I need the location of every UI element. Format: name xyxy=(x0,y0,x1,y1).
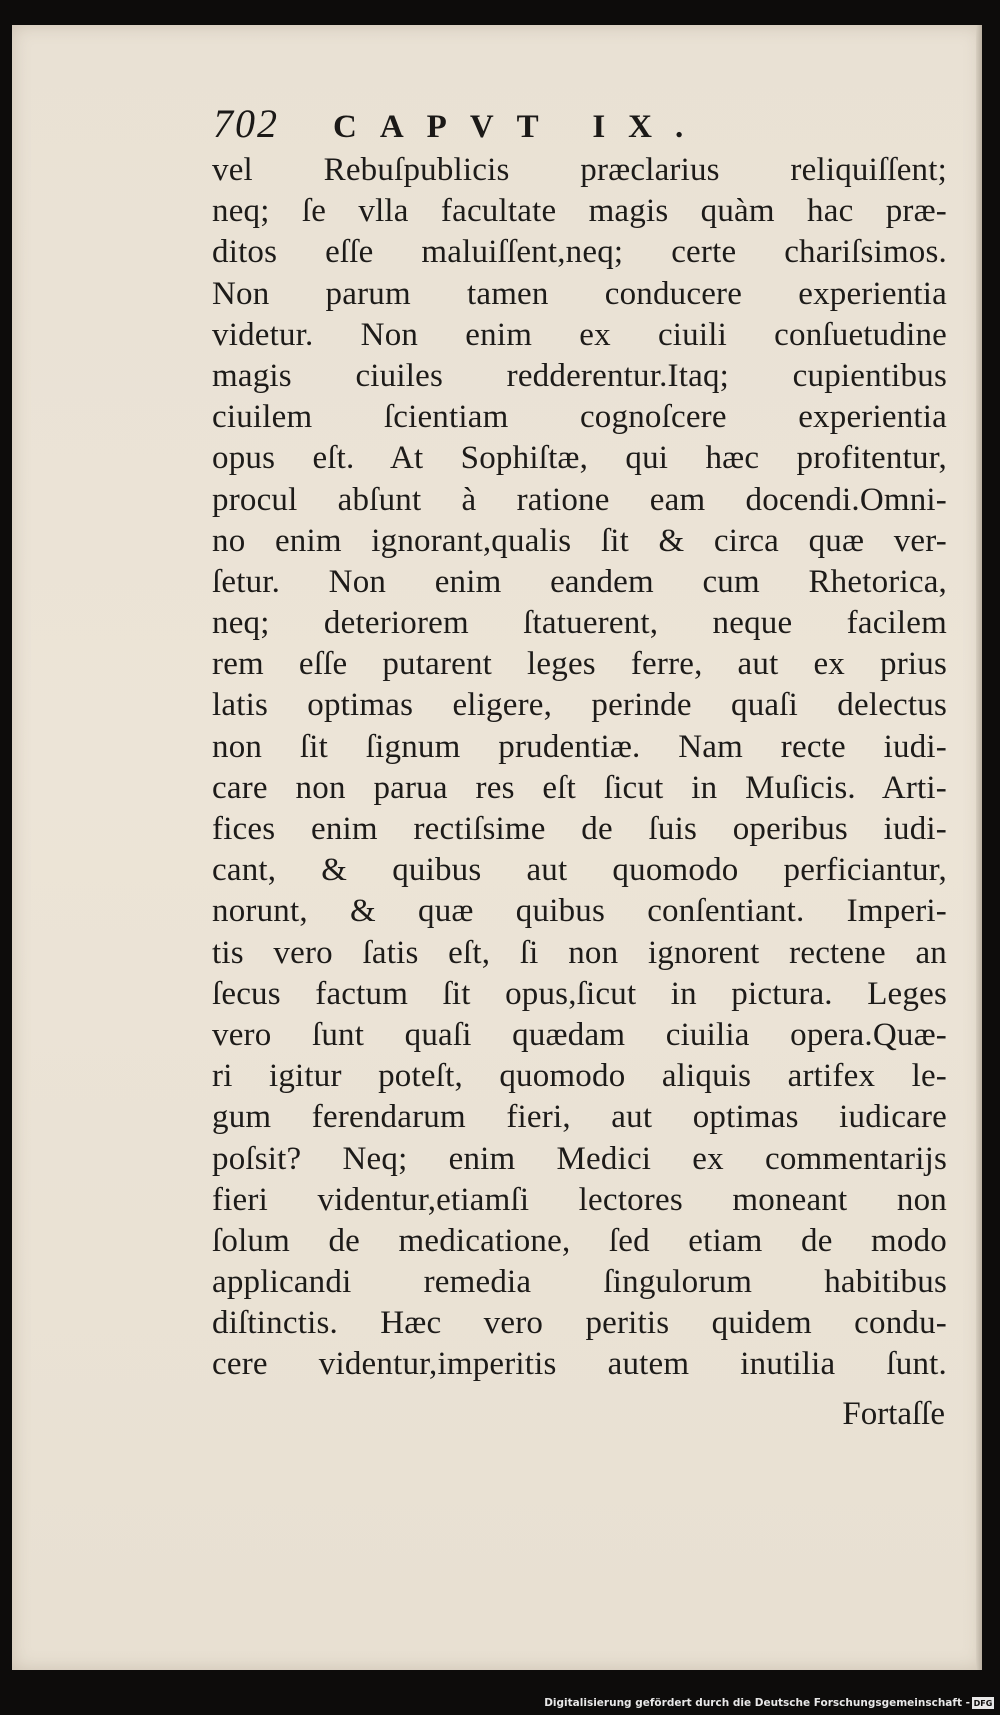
text-line: norunt, & quæ quibus conſentiant. Imperi- xyxy=(212,893,947,930)
text-line: non ſit ſignum prudentiæ. Nam recte iudi- xyxy=(212,728,947,765)
text-line: cere videntur,imperitis autem inutilia ſunt. xyxy=(212,1346,947,1383)
text-line: rem eſſe putarent leges ferre, aut ex prius xyxy=(212,646,947,683)
text-line: opus eſt. At Sophiſtæ, qui hæc profitentur, xyxy=(212,440,947,477)
text-line: fieri videntur,etiamſi lectores moneant non xyxy=(212,1181,947,1218)
text-line: vero ſunt quaſi quædam ciuilia opera.Quæ- xyxy=(212,1016,947,1053)
text-line: care non parua res eſt ſicut in Muſicis. Arti- xyxy=(212,769,947,806)
text-line: fices enim rectiſsime de ſuis operibus iudi- xyxy=(212,811,947,847)
chapter-heading: CAPVT IX. xyxy=(333,109,707,145)
digitization-credit: Digitalisierung gefördert durch die Deutsche Forschungsgemeinschaft - xyxy=(544,1697,970,1709)
text-line: vel Rebuſpublicis præclarius reliquiſſent; xyxy=(212,152,947,188)
text-line: ciuilem ſcientiam cognoſcere experientia xyxy=(212,399,947,436)
catchword: Fortaſſe xyxy=(842,1396,945,1432)
body-text xyxy=(212,150,947,1386)
text-line: no enim ignorant,qualis ſit & circa quæ ver- xyxy=(212,522,947,559)
page-edge xyxy=(976,25,982,1670)
text-line: ſolum de medicatione, ſed etiam de modo xyxy=(212,1222,947,1259)
text-line: latis optimas eligere, perinde quaſi delectus xyxy=(212,687,947,724)
dfg-logo: DFG xyxy=(973,1698,993,1708)
text-line: neq; ſe vlla facultate magis quàm hac præ- xyxy=(212,193,947,230)
text-line: ri igitur poteſt, quomodo aliquis artifex le- xyxy=(212,1058,947,1095)
text-line: ſetur. Non enim eandem cum Rhetorica, xyxy=(212,563,947,600)
text-line: applicandi remedia ſingulorum habitibus xyxy=(212,1264,947,1301)
text-line: procul abſunt à ratione eam docendi.Omni- xyxy=(212,481,947,518)
text-line: poſsit? Neq; enim Medici ex commentarijs xyxy=(212,1140,947,1177)
running-head xyxy=(213,100,773,146)
text-line: cant, & quibus aut quomodo perficiantur, xyxy=(212,852,947,889)
text-line: tis vero ſatis eſt, ſi non ignorent rectene an xyxy=(212,934,947,971)
text-line: magis ciuiles redderentur.Itaq; cupientibus xyxy=(212,357,947,394)
page-number: 702 xyxy=(213,101,279,146)
text-line: ditos eſſe maluiſſent,neq; certe chariſsimos. xyxy=(212,234,947,271)
text-line: ſecus factum ſit opus,ſicut in pictura. Leges xyxy=(212,975,947,1012)
text-line: videtur. Non enim ex ciuili conſuetudine xyxy=(212,316,947,353)
text-line: gum ferendarum fieri, aut optimas iudicare xyxy=(212,1099,947,1136)
text-line: neq; deteriorem ſtatuerent, neque facilem xyxy=(212,605,947,642)
text-line: diſtinctis. Hæc vero peritis quidem condu- xyxy=(212,1305,947,1342)
text-line: Non parum tamen conducere experientia xyxy=(212,275,947,312)
